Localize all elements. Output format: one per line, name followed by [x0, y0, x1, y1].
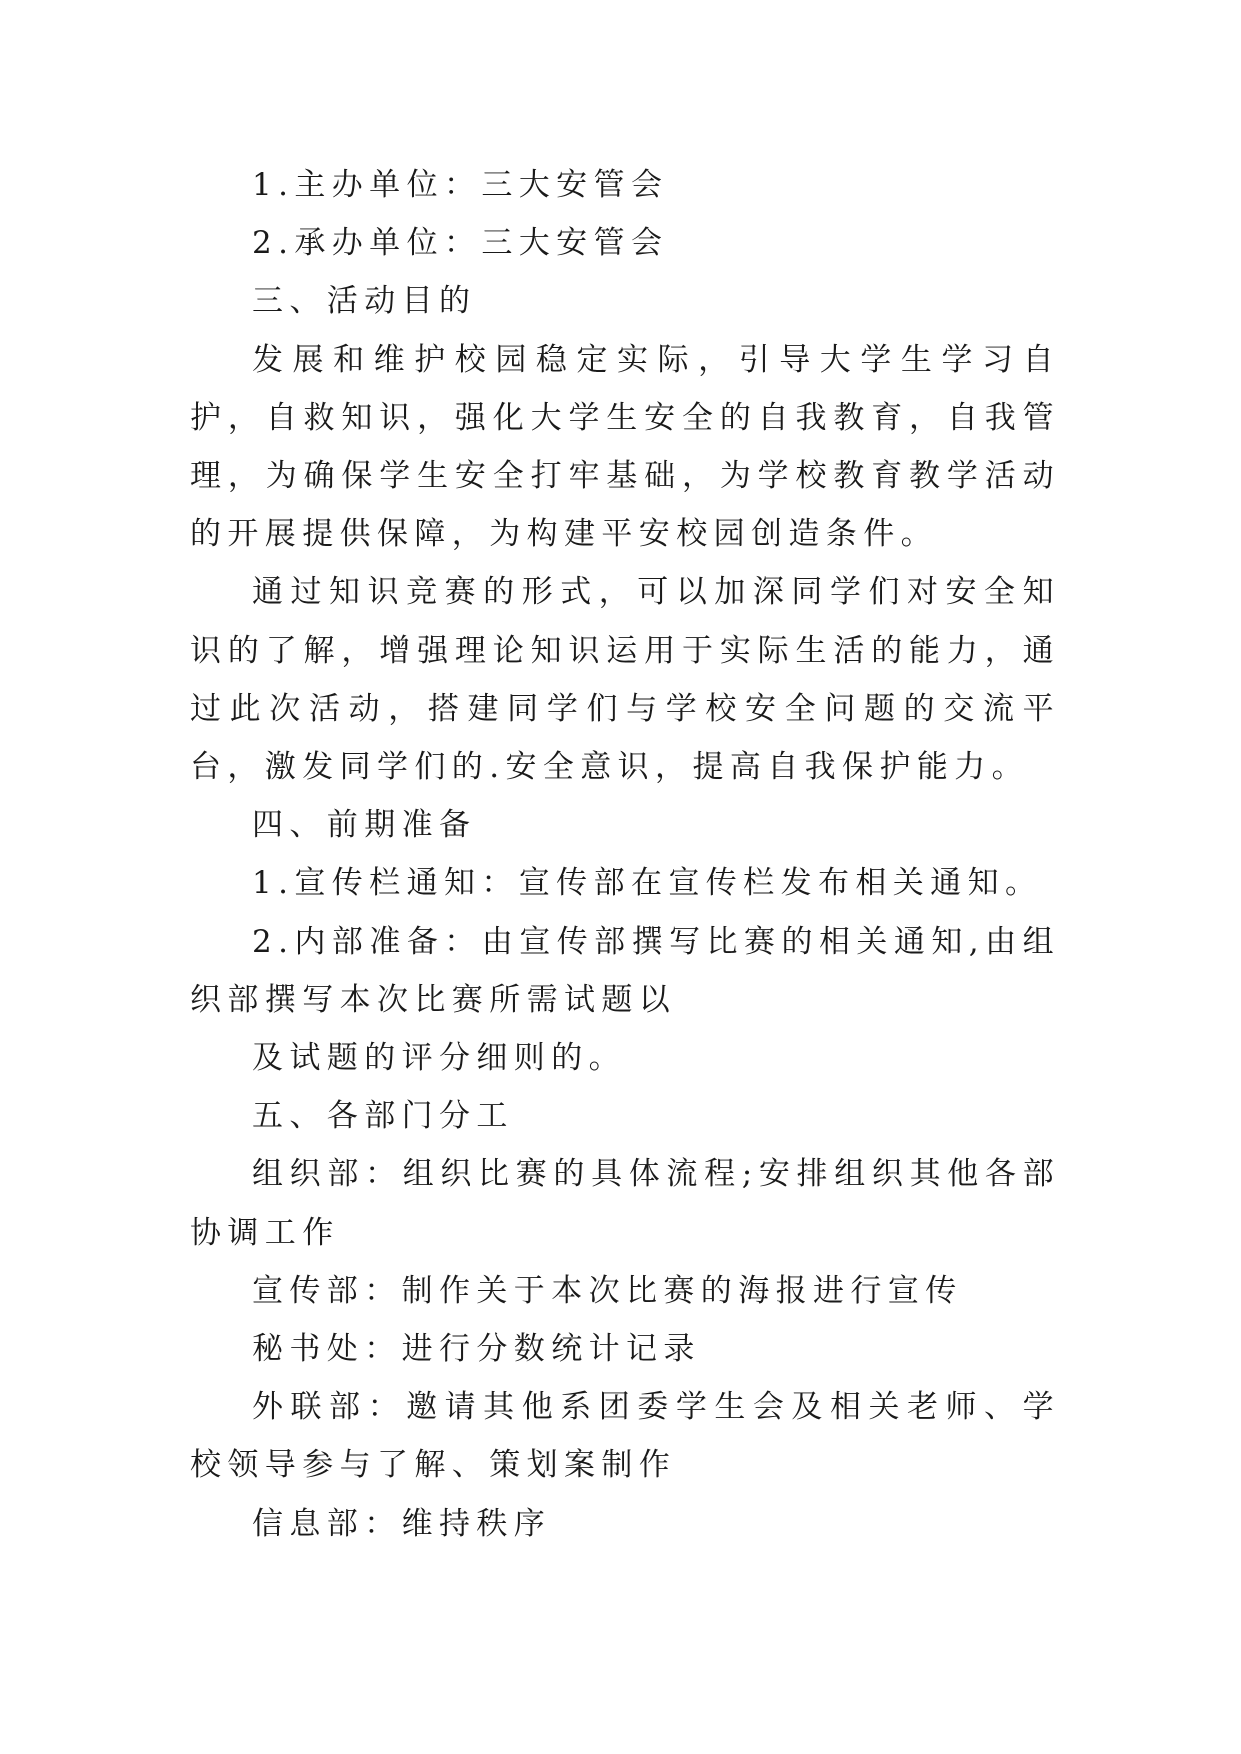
paragraph-purpose: 发展和维护校园稳定实际，引导大学生学习自护，自救知识，强化大学生安全的自我教育，自我管理，为确保学生安全打牢基础，为学校教育教学活动的开展提供保障，为构建平安校园创造条件。 [190, 341, 1060, 553]
paragraph-organizer: 1.主办单位：三大安管会 [252, 167, 669, 203]
section-heading-division: 五、各部门分工 [252, 1098, 514, 1135]
paragraph-info-dept: 信息部：维持秩序 [252, 1505, 552, 1542]
paragraph-internal-prep: 2.内部准备：由宣传部撰写比赛的相关通知,由组织部撰写本次比赛所需试题以 [190, 923, 1060, 1018]
section-heading-purpose: 三、活动目的 [252, 283, 477, 320]
section-heading-preparation: 四、前期准备 [252, 807, 477, 844]
paragraph-bulletin-notice: 1.宣传栏通知：宣传部在宣传栏发布相关通知。 [252, 865, 1043, 902]
paragraph-publicity-dept: 宣传部：制作关于本次比赛的海报进行宣传 [252, 1272, 963, 1309]
paragraph-host: 2.承办单位：三大安管会 [252, 225, 669, 262]
paragraph-organization-dept: 组织部：组织比赛的具体流程;安排组织其他各部协调工作 [190, 1156, 1060, 1251]
paragraph-competition: 通过知识竞赛的形式，可以加深同学们对安全知识的了解，增强理论知识运用于实际生活的能力，通过此次活动，搭建同学们与学校安全问题的交流平台，激发同学们的.安全意识，提高自我保护能力。 [190, 574, 1060, 786]
paragraph-internal-prep-cont: 及试题的评分细则的。 [252, 1040, 626, 1077]
paragraph-secretariat: 秘书处：进行分数统计记录 [252, 1331, 701, 1368]
paragraph-liaison-dept: 外联部：邀请其他系团委学生会及相关老师、学校领导参与了解、策划案制作 [190, 1389, 1060, 1484]
document-body [190, 156, 1060, 1553]
